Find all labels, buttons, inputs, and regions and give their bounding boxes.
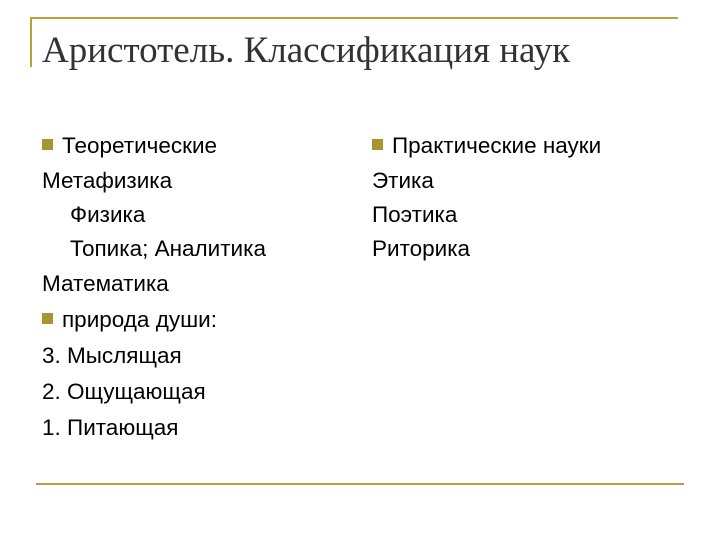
soul-heading-row	[42, 302, 266, 338]
list-item: 2. Ощущающая	[42, 379, 206, 404]
list-item: Поэтика	[372, 202, 458, 227]
list-item: Риторика	[372, 236, 471, 261]
frame-bottom-line	[36, 483, 684, 485]
list-item: Этика	[372, 168, 434, 193]
list-item: 3. Мыслящая	[42, 343, 182, 368]
soul-heading: природа души:	[62, 307, 217, 332]
frame-top-line	[30, 17, 678, 19]
square-bullet-icon	[42, 139, 53, 150]
list-item: 1. Питающая	[42, 415, 179, 440]
right-column	[372, 128, 601, 266]
slide-title: Аристотель. Классификация наук	[42, 30, 571, 71]
list-item: Математика	[42, 271, 169, 296]
list-item: Метафизика	[42, 168, 173, 193]
right-heading: Практические науки	[392, 133, 602, 158]
left-heading-row	[42, 128, 266, 164]
list-item: Топика; Аналитика	[70, 236, 266, 261]
left-heading: Теоретические	[62, 133, 218, 158]
frame-left-line	[30, 17, 32, 67]
square-bullet-icon	[372, 139, 383, 150]
list-item: Физика	[70, 202, 146, 227]
left-column	[42, 128, 266, 446]
right-heading-row	[372, 128, 601, 164]
square-bullet-icon	[42, 313, 53, 324]
